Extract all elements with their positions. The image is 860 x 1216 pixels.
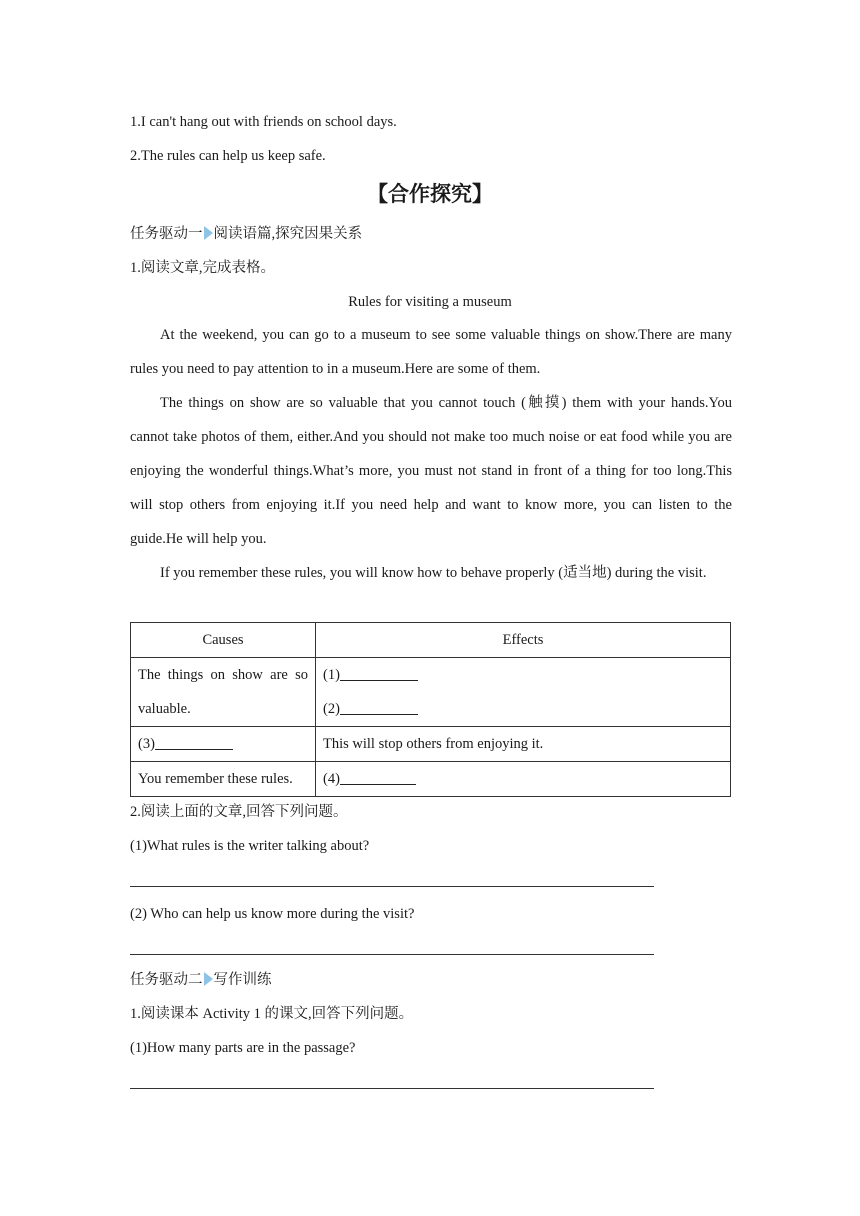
- task1-question-2: 2.阅读上面的文章,回答下列问题。: [130, 804, 348, 820]
- header-effects: Effects: [316, 623, 731, 658]
- header-causes: Causes: [131, 623, 316, 658]
- task1-question-2-2: (2) Who can help us know more during the visit?: [130, 906, 415, 922]
- cause-cell: You remember these rules.: [131, 762, 316, 797]
- answer-blank-1[interactable]: [340, 666, 418, 681]
- task2-title: [130, 970, 272, 990]
- effect-cell: [316, 658, 731, 727]
- cause-effect-table: [130, 622, 731, 797]
- article-title: Rules for visiting a museum: [348, 294, 512, 310]
- effect-cell: [316, 762, 731, 797]
- arrow-icon: [204, 972, 213, 986]
- cause-cell: [131, 727, 316, 762]
- answer-line-1[interactable]: [130, 886, 654, 887]
- task1-title: [130, 224, 362, 244]
- intro-line-1: 1.I can't hang out with friends on school days.: [130, 114, 397, 130]
- answer-line-3[interactable]: [130, 1088, 654, 1089]
- task1-title-pre: 任务驱动一: [130, 226, 203, 242]
- task1-question-2-1: (1)What rules is the writer talking about?: [130, 838, 370, 854]
- table-row: [131, 658, 731, 727]
- arrow-icon: [204, 226, 213, 240]
- blank-label-1: (1): [323, 667, 340, 683]
- task2-question-1-1: (1)How many parts are in the passage?: [130, 1040, 356, 1056]
- answer-blank-4[interactable]: [340, 770, 416, 785]
- intro-line-2: 2.The rules can help us keep safe.: [130, 148, 326, 164]
- task1-question-1: 1.阅读文章,完成表格。: [130, 260, 275, 276]
- cause-cell: The things on show are so valuable.: [131, 658, 316, 727]
- task1-title-post: 阅读语篇,探究因果关系: [213, 226, 363, 242]
- section-title: 【合作探究】: [367, 182, 493, 206]
- article-paragraph-1: At the weekend, you can go to a museum to see some valuable things on show.There are many rules you need to pay attention to in a museum.Here are some of them.: [130, 327, 732, 377]
- blank-label-2: (2): [323, 701, 340, 717]
- answer-blank-3[interactable]: [155, 735, 233, 750]
- blank-label-4: (4): [323, 771, 340, 787]
- table-header-row: [131, 623, 731, 658]
- article-paragraph-2: The things on show are so valuable that you cannot touch (触摸) them with your hands.You cannot take photos of them, either.And you should not make too much noise or eat food while you are enjoying the wonderful things.What’s more, you must not stand in front of a thing for too long.This will stop others from enjoying it.If you need help and want to know more, you can listen to the guide.He will help you.: [130, 395, 732, 547]
- answer-blank-2[interactable]: [340, 700, 418, 715]
- table-row: [131, 727, 731, 762]
- task2-title-pre: 任务驱动二: [130, 972, 203, 988]
- article-paragraph-3: If you remember these rules, you will know how to behave properly (适当地) during the visit.: [160, 565, 707, 581]
- table-row: [131, 762, 731, 797]
- blank-label-3: (3): [138, 736, 155, 752]
- effect-cell: This will stop others from enjoying it.: [316, 727, 731, 762]
- answer-line-2[interactable]: [130, 954, 654, 955]
- task2-question-1: 1.阅读课本 Activity 1 的课文,回答下列问题。: [130, 1006, 414, 1022]
- task2-title-post: 写作训练: [213, 972, 272, 988]
